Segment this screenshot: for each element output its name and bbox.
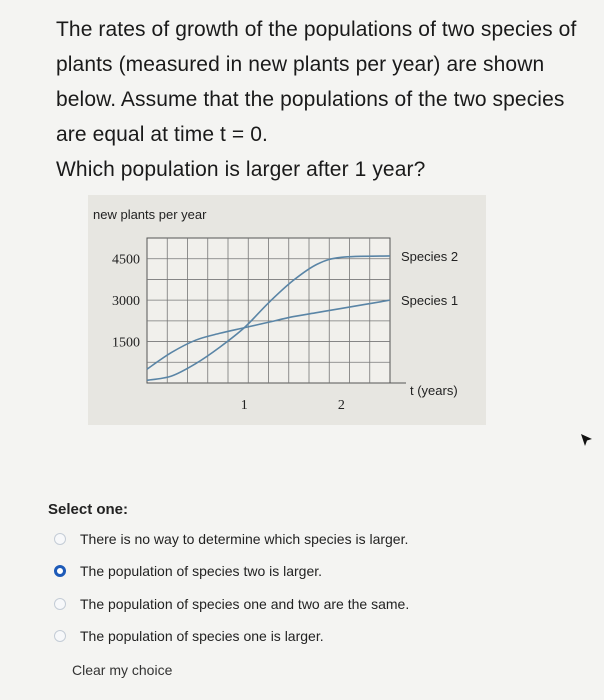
radio-species-one[interactable] [54,630,66,642]
option-species-two[interactable] [50,556,530,586]
radio-no-way[interactable] [54,533,66,545]
radio-same[interactable] [54,598,66,610]
question-prompt: Which population is larger after 1 year? [56,158,426,181]
y-tick-label: 1500 [112,335,140,351]
x-tick-label: 2 [337,398,345,413]
series-species-2-label: Species 2 [401,248,459,264]
growth-rate-chart [88,195,486,425]
series-species-1-label: Species 1 [401,293,459,309]
question-text: The rates of growth of the populations of two species of plants (measured in new plants per year) are shown below. Assume that the populations of the two species are equal at time t = 0. [56,18,577,146]
y-tick-label: 3000 [112,294,140,310]
option-text: The population of species one is larger. [80,628,324,644]
chart-svg [88,195,486,425]
clear-choice-link[interactable]: Clear my choice [72,662,173,678]
option-text: There is no way to determine which species is larger. [80,531,409,547]
option-text: The population of species two is larger. [80,563,323,579]
y-axis-label: new plants per year [93,207,207,222]
mouse-pointer-icon [580,433,594,449]
radio-species-two[interactable] [54,565,66,577]
y-tick-label: 4500 [112,252,140,268]
option-species-one[interactable] [50,621,530,651]
x-axis-label: t (years) [410,383,458,398]
x-tick-label: 1 [240,398,248,413]
option-no-way[interactable] [50,524,530,554]
question-text-block [56,12,591,187]
option-text: The population of species one and two are the same. [80,596,410,612]
select-one-label: Select one: [48,501,129,518]
option-same[interactable] [50,589,530,619]
